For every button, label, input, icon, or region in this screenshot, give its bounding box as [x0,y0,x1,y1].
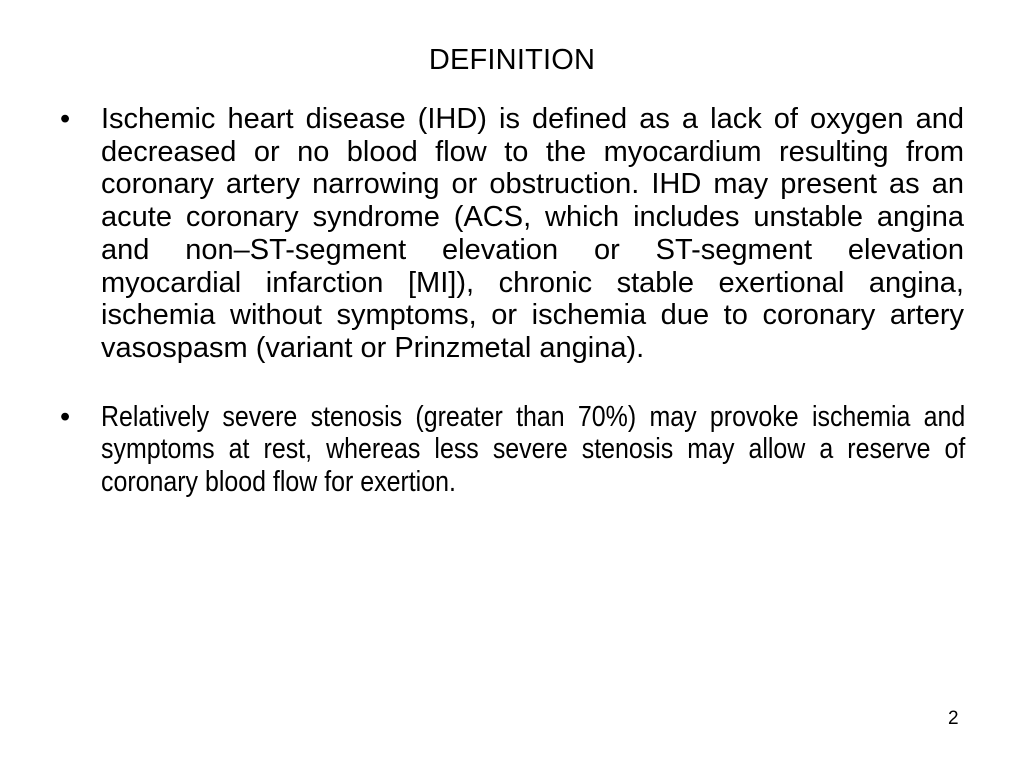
bullet-item-definition [58,103,964,365]
bullet-text: Relatively severe stenosis (greater than 70%) may provoke ischemia and symptoms at rest, whereas less severe stenosis may allow a reserve of coronary blood flow for exertion. [101,400,966,499]
bullet-text: Ischemic heart disease (IHD) is defined as a lack of oxygen and decreased or no blood flow to the myocardium resulting from coronary artery narrowing or obstruction. IHD may present as an acute coronary syndrome (ACS, which includes unstable angina and non–ST-segment elevation or ST-segment elevation myocardial infarction [MI]), chronic stable exertional angina, ischemia without symptoms, or ischemia due to coronary artery vasospasm (variant or Prinzmetal angina). [101,103,964,364]
page-number: 2 [948,708,959,729]
bullet-list [58,103,964,499]
bullet-icon: • [60,400,71,433]
bullet-item-stenosis [58,401,964,499]
bullet-icon: • [60,103,71,135]
slide-title: DEFINITION [428,44,596,76]
